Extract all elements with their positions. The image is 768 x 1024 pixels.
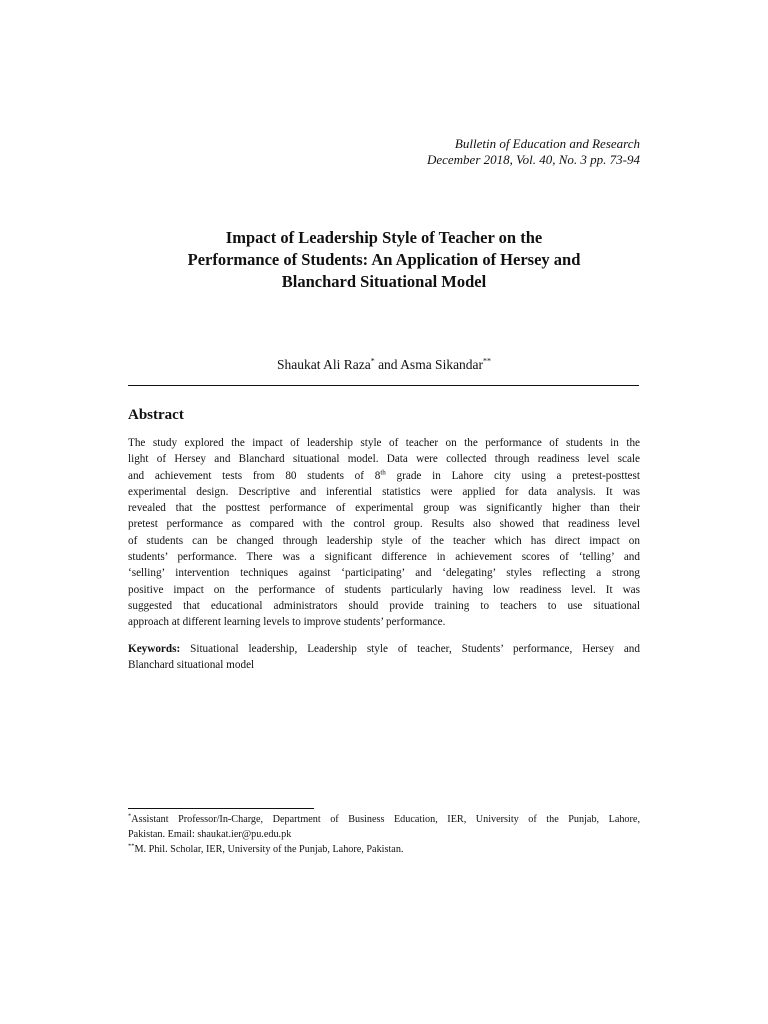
footnote-line <box>128 812 640 827</box>
abstract-line: suggested that educational administrators should provide training to teachers to use situational <box>128 599 640 612</box>
author-name: Shaukat Ali Raza <box>276 357 371 372</box>
abstract-line: positive impact on the performance of students particularly having low readiness level. It was <box>128 583 640 596</box>
abstract-text: and achievement tests from 80 students of 8 <box>128 469 381 482</box>
abstract-line <box>128 468 640 484</box>
footnote-divider <box>128 808 314 809</box>
author-list <box>128 356 640 374</box>
abstract-line: students’ performance. There was a significant difference in achievement scores of ‘telling’ and <box>128 551 640 564</box>
ordinal-suffix: th <box>380 467 386 476</box>
keywords-text: Situational leadership, Leadership style of teacher, Students’ performance, Hersey and <box>180 643 640 655</box>
footnotes <box>128 812 640 857</box>
abstract-line: experimental design. Descriptive and inferential statistics were applied for data analysis. It was <box>128 485 640 498</box>
author-name: Asma Sikandar <box>400 357 484 372</box>
abstract-line: The study explored the impact of leadership style of teacher on the performance of students in the <box>128 437 640 449</box>
journal-issue: December 2018, Vol. 40, No. 3 pp. 73-94 <box>426 152 640 167</box>
paper-title <box>128 227 640 293</box>
title-line: Impact of Leadership Style of Teacher on the <box>225 228 543 247</box>
keywords-line <box>128 641 640 657</box>
abstract-line: pretest performance as compared with the control group. Results also showed that readiness level <box>128 518 640 531</box>
author-footnote-mark: * <box>370 356 375 366</box>
journal-name: Bulletin of Education and Research <box>454 136 640 151</box>
keywords-line: Blanchard situational model <box>128 659 255 672</box>
title-line: Blanchard Situational Model <box>281 272 487 291</box>
footnote-line: Pakistan. Email: shaukat.ier@pu.edu.pk <box>128 829 292 840</box>
abstract-text: grade in Lahore city using a pretest-posttest <box>385 469 640 482</box>
footnote-text: M. Phil. Scholar, IER, University of the Punjab, Lahore, Pakistan. <box>134 844 404 855</box>
footnote-text: Assistant Professor/In-Charge, Department of Business Education, IER, University of the Punjab, Lahore, <box>131 814 640 825</box>
footnote-mark: * <box>128 812 132 820</box>
abstract-heading: Abstract <box>128 407 184 423</box>
abstract-line: revealed that the posttest performance of experimental group was significantly higher than their <box>128 502 640 515</box>
title-line: Performance of Students: An Application of Hersey and <box>187 250 581 269</box>
journal-header <box>240 136 640 168</box>
title-divider <box>128 385 639 386</box>
author-footnote-mark: ** <box>483 356 492 366</box>
abstract-line: light of Hersey and Blanchard situational model. Data were collected through readiness level scale <box>128 453 640 466</box>
abstract-line: of students can be changed through leadership style of the teacher which has direct impact on <box>128 534 640 547</box>
abstract-line: approach at different learning levels to improve students’ performance. <box>128 616 446 629</box>
keywords-label: Keywords: <box>128 643 181 655</box>
abstract-body <box>128 435 640 631</box>
footnote-mark: ** <box>128 842 135 850</box>
author-connector: and <box>374 357 401 372</box>
footnote-line <box>128 842 640 857</box>
keywords-section <box>128 641 640 674</box>
abstract-line: ‘selling’ intervention techniques against ‘participating’ and ‘delegating’ styles reflecting a strong <box>128 567 640 580</box>
